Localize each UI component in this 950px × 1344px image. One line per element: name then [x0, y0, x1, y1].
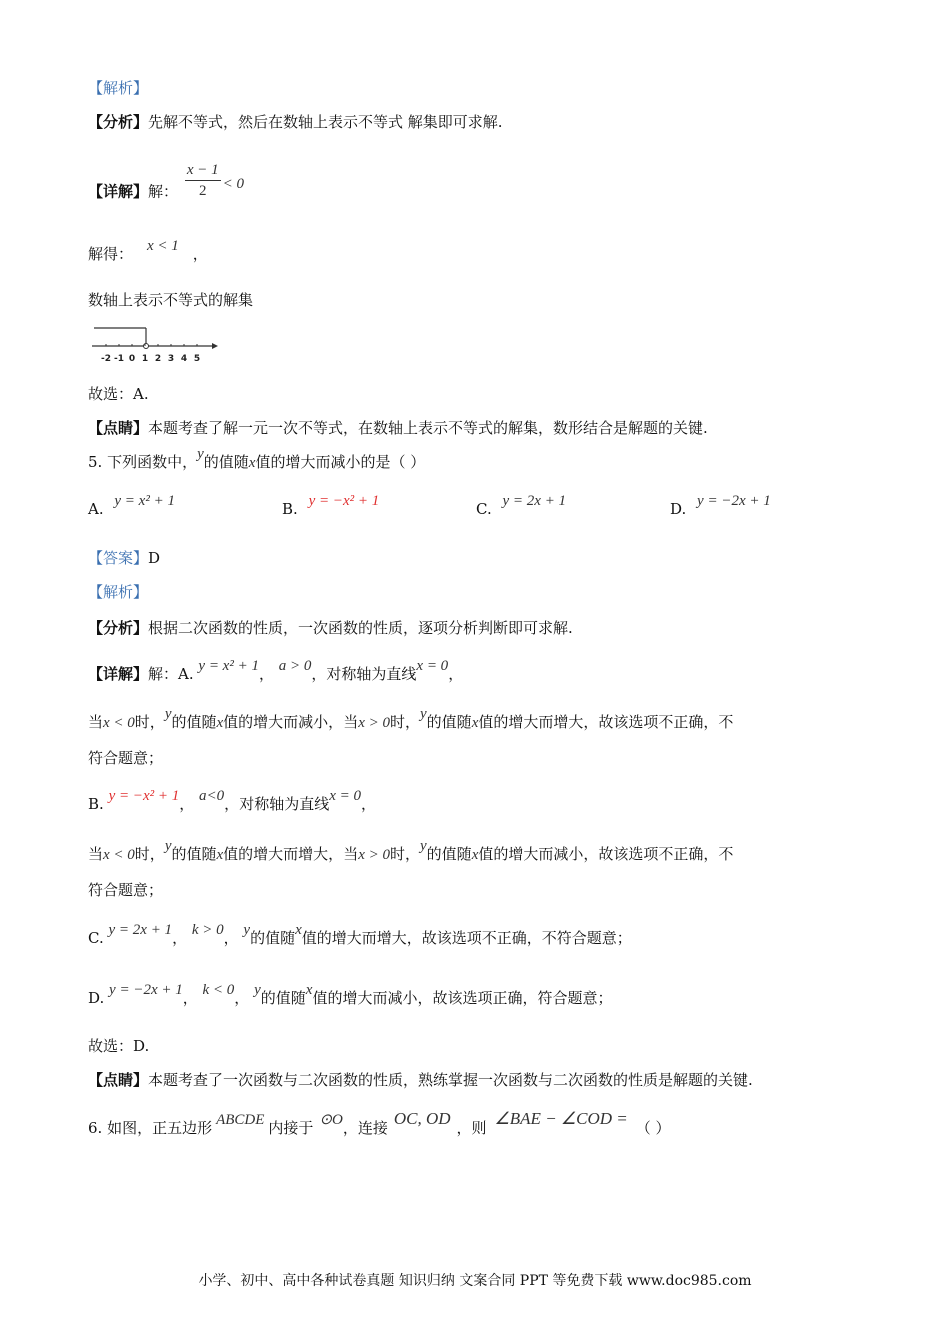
xiangjie-tag: 【详解】	[88, 182, 149, 201]
u4: y	[164, 838, 172, 854]
d-cond: k < 0	[202, 982, 235, 998]
u8: 当	[343, 845, 359, 863]
number-line-figure	[88, 324, 223, 366]
a-axis-text: 对称轴为直线	[326, 665, 417, 683]
q5-b-wrap: 符合题意；	[88, 881, 164, 899]
fraction-relation: < 0	[222, 175, 244, 192]
jiexi-heading: 【解析】	[88, 79, 149, 97]
q5-detail-b: B. y = −x² + 1， a<0，对称轴为直线x = 0，	[88, 788, 376, 813]
t14: 值的增大而增大，故该选项不正确，不	[478, 713, 734, 731]
q5-dianjing	[88, 1070, 753, 1090]
b-prefix: B.	[88, 795, 104, 813]
tick-label: 0	[128, 354, 136, 364]
q6-stem-a: 6. 如图，正五边形	[88, 1119, 213, 1137]
a-prefix: 解：A.	[148, 665, 194, 683]
d-expr: y = −2x + 1	[109, 982, 183, 998]
c-y: y	[243, 922, 251, 938]
option-d-expr: y = −2x + 1	[697, 493, 771, 509]
q5-dianjing-text: 本题考查了一次函数与二次函数的性质，熟练掌握一次函数与二次函数的性质是解题的关键.	[148, 1071, 753, 1089]
jiede-label: 解得：	[88, 245, 134, 263]
jiede-comma: ，	[192, 245, 208, 263]
q6-stem	[88, 1109, 671, 1139]
q6-circle: ⊙O	[319, 1112, 343, 1128]
t4: y	[164, 706, 172, 722]
d-x: x	[305, 982, 313, 998]
inequality-fraction	[185, 160, 221, 201]
q6-stem-e: （ ）	[635, 1119, 671, 1137]
q6-pentagon: ABCDE	[216, 1112, 265, 1128]
c-tail: 值的增大而增大，故该选项不正确，不符合题意；	[301, 929, 632, 947]
u1: 当	[88, 845, 104, 863]
d-y: y	[254, 982, 261, 998]
q5-guxuan: 故选：D.	[88, 1037, 150, 1055]
q5-detail-c: C. y = 2x + 1， k > 0， y的值随x值的增大而增大，故该选项不正确，不符合题意；	[88, 922, 632, 947]
q5-xiangjie-tag: 【详解】	[88, 665, 149, 683]
q5-stem-a: 5. 下列函数中，	[88, 453, 198, 471]
fenxi-line	[88, 112, 503, 132]
q5-stem-x: x	[248, 455, 256, 471]
t2: x < 0	[103, 715, 135, 731]
t1: 当	[88, 713, 104, 731]
q6-segments: OC, OD	[393, 1109, 451, 1128]
option-d	[670, 493, 771, 519]
option-a-expr: y = x² + 1	[114, 493, 175, 509]
option-d-label: D.	[670, 500, 687, 518]
q5-dianjing-tag: 【点睛】	[88, 1071, 149, 1089]
t7: 值的增大而减小，	[223, 713, 344, 731]
fenxi-tag: 【分析】	[88, 113, 149, 131]
tick-label: 1	[141, 354, 149, 364]
q5-stem-c: 值的增大而减小的是（ ）	[255, 453, 426, 471]
arrow-right-icon	[212, 343, 218, 349]
t5: 的值随	[171, 713, 217, 731]
u13: x	[471, 847, 479, 863]
dianjing-tag: 【点睛】	[88, 419, 149, 437]
u11: y	[420, 838, 427, 854]
fraction-denominator: 2	[198, 183, 207, 199]
t10: 时，	[389, 713, 420, 731]
a-axis-expr: x = 0	[416, 658, 449, 674]
c-prefix: C.	[88, 929, 104, 947]
t13: x	[471, 715, 479, 731]
tick-label: -1	[114, 354, 124, 364]
daan-tag: 【答案】	[88, 549, 149, 567]
page-footer: 小学、初中、高中各种试卷真题 知识归纳 文案合同 PPT 等免费下载 www.doc985.com	[198, 1273, 752, 1289]
q5-detail-a-cont	[88, 706, 734, 733]
tick-label: 4	[180, 354, 188, 364]
q5-stem	[88, 446, 426, 473]
u10: 时，	[389, 845, 420, 863]
c-x: x	[295, 922, 302, 938]
u14: 值的增大而减小，故该选项不正确，不	[478, 845, 734, 863]
t11: y	[420, 706, 427, 722]
fraction-numerator: x − 1	[185, 160, 221, 181]
t3: 时，	[134, 713, 165, 731]
tick-label: 2	[154, 354, 162, 364]
q5-stem-y: y	[197, 446, 204, 462]
t6: x	[216, 715, 224, 731]
q5-stem-b: 的值随	[203, 453, 249, 471]
tick-label: -2	[101, 354, 111, 364]
jiede-line	[88, 238, 208, 265]
a-expr: y = x² + 1	[198, 658, 259, 674]
tick-label: 3	[167, 354, 175, 364]
q5-answer	[88, 548, 160, 568]
q6-stem-c: ，连接	[342, 1119, 388, 1137]
fenxi-text: 先解不等式，然后在数轴上表示不等式 解集即可求解.	[148, 113, 503, 131]
u9: x > 0	[358, 847, 390, 863]
u7: 值的增大而增大，	[223, 845, 344, 863]
q5-jiexi-heading: 【解析】	[88, 583, 149, 601]
option-c-expr: y = 2x + 1	[502, 493, 567, 509]
t12: 的值随	[426, 713, 472, 731]
dianjing-text: 本题考查了解一元一次不等式，在数轴上表示不等式的解集，数形结合是解题的关键.	[148, 419, 708, 437]
numberline-caption: 数轴上表示不等式的解集	[88, 291, 254, 309]
xiangjie-line	[88, 162, 244, 213]
u2: x < 0	[103, 847, 135, 863]
daan-value: D	[148, 549, 161, 567]
option-c	[476, 493, 567, 519]
option-c-label: C.	[476, 500, 492, 518]
q5-fenxi-text: 根据二次函数的性质，一次函数的性质，逐项分析判断即可求解.	[148, 619, 573, 637]
b-expr: y = −x² + 1	[108, 788, 180, 804]
q5-a-wrap: 符合题意；	[88, 749, 164, 767]
option-b	[282, 493, 380, 519]
d-tail: 值的增大而减小，故该选项正确，符合题意；	[312, 989, 613, 1007]
xiangjie-text: 解：	[148, 182, 179, 201]
a-cond: a > 0	[278, 658, 312, 674]
b-cond: a<0	[199, 788, 225, 804]
open-point-icon	[144, 344, 149, 349]
q5-detail-b-cont	[88, 838, 734, 865]
b-axis-text: 对称轴为直线	[239, 795, 330, 813]
q5-fenxi	[88, 618, 573, 638]
u6: x	[216, 847, 224, 863]
b-axis-expr: x = 0	[329, 788, 361, 804]
c-expr: y = 2x + 1	[108, 922, 173, 938]
q6-angle-expr: ∠BAE − ∠COD =	[494, 1109, 628, 1128]
u3: 时，	[134, 845, 165, 863]
q4-dianjing	[88, 418, 708, 438]
q5-detail-a: 【详解】解：A. y = x² + 1， a > 0，对称轴为直线x = 0，	[88, 658, 464, 683]
option-a	[88, 493, 175, 519]
u12: 的值随	[426, 845, 472, 863]
c-cond: k > 0	[191, 922, 224, 938]
q4-guxuan: 故选：A.	[88, 385, 149, 403]
option-b-label: B.	[282, 500, 298, 518]
c-zhi-sui: 的值随	[250, 929, 296, 947]
option-a-label: A.	[88, 500, 104, 518]
q6-stem-b: 内接于	[268, 1119, 314, 1137]
option-b-expr: y = −x² + 1	[308, 493, 380, 509]
jiede-math: x < 1	[147, 238, 179, 254]
d-prefix: D.	[88, 989, 105, 1007]
d-zhi-sui: 的值随	[260, 989, 306, 1007]
q5-detail-d: D. y = −2x + 1， k < 0， y的值随x值的增大而减小，故该选项正确，符合题意；	[88, 982, 613, 1007]
q6-stem-d: ，则	[456, 1119, 487, 1137]
t9: x > 0	[358, 715, 390, 731]
t8: 当	[343, 713, 359, 731]
u5: 的值随	[171, 845, 217, 863]
tick-label: 5	[193, 354, 201, 364]
q5-fenxi-tag: 【分析】	[88, 619, 149, 637]
